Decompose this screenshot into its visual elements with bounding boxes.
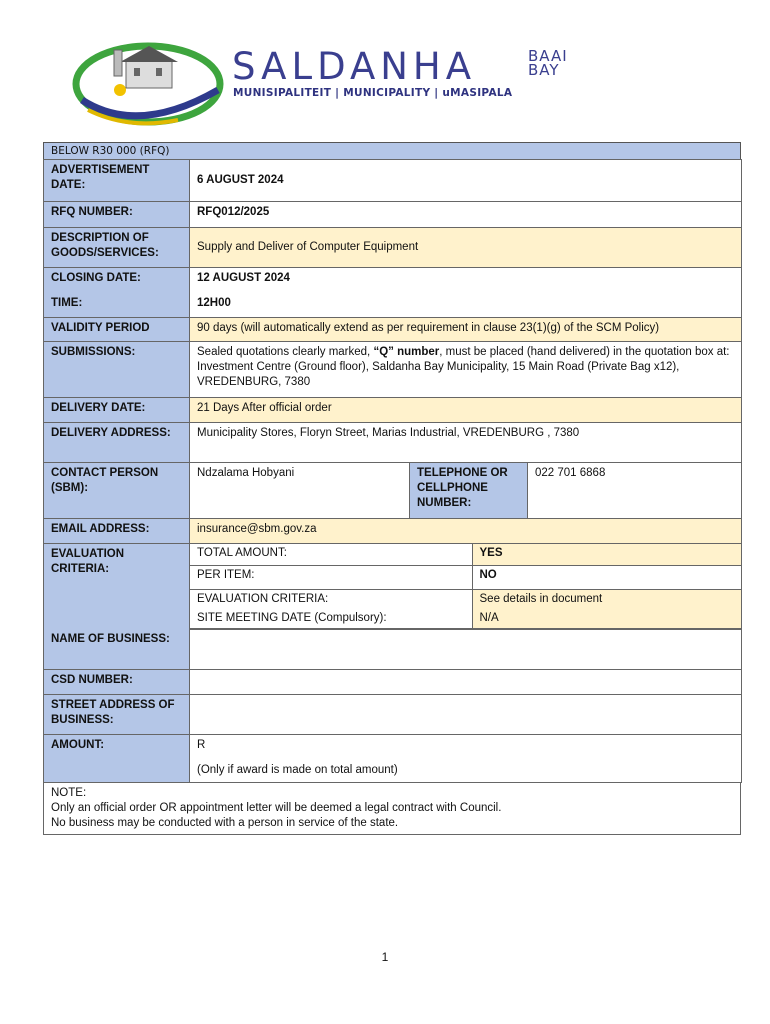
phone-label: TELEPHONE OR CELLPHONE NUMBER: — [410, 463, 528, 519]
eval-per-item-key: PER ITEM: — [190, 565, 472, 589]
validity-label: VALIDITY PERIOD — [44, 318, 190, 342]
phone-value: 022 701 6868 — [528, 463, 742, 519]
eval-criteria-value: See details in document — [472, 589, 741, 609]
evaluation-label: EVALUATION CRITERIA: — [44, 544, 190, 630]
brand-suffix: BAAI BAY — [528, 47, 568, 79]
eval-criteria-key: EVALUATION CRITERIA: — [197, 592, 329, 605]
note-line-1: Only an official order OR appointment letter will be deemed a legal contract with Council. — [51, 801, 502, 814]
note-box — [43, 783, 741, 835]
eval-total-amount-value: YES — [472, 544, 741, 565]
street-address-field[interactable] — [190, 694, 742, 734]
amount-note: (Only if award is made on total amount) — [197, 763, 398, 776]
description-value: Supply and Deliver of Computer Equipment — [190, 228, 742, 268]
delivery-address-value: Municipality Stores, Floryn Street, Marias Industrial, VREDENBURG , 7380 — [190, 423, 742, 463]
email-value: insurance@sbm.gov.za — [190, 519, 742, 544]
form-top-label: BELOW R30 000 (RFQ) — [43, 142, 741, 159]
evaluation-criteria-block — [190, 544, 742, 630]
delivery-address-label: DELIVERY ADDRESS: — [44, 423, 190, 463]
csd-number-label: CSD NUMBER: — [44, 669, 190, 694]
delivery-date-label: DELIVERY DATE: — [44, 398, 190, 423]
amount-field[interactable] — [190, 734, 742, 782]
brand-subtitle: MUNISIPALITEIT | MUNICIPALITY | uMASIPALA — [233, 87, 513, 99]
amount-label: AMOUNT: — [44, 734, 190, 782]
closing-date-label: CLOSING DATE: — [44, 268, 190, 293]
submissions-value: Sealed quotations clearly marked, “Q” number, must be placed (hand delivered) in the quotation box at: Investment Centre (Ground floor), Saldanha Bay Municipality, 15 Main Road (Private Bag x12), VREDENBURG, 7380 — [190, 342, 742, 398]
description-label: DESCRIPTION OF GOODS/SERVICES: — [44, 228, 190, 268]
contact-person-label: CONTACT PERSON (SBM): — [44, 463, 190, 519]
adv-date-value: 6 AUGUST 2024 — [190, 160, 742, 202]
submissions-label: SUBMISSIONS: — [44, 342, 190, 398]
csd-number-field[interactable] — [190, 669, 742, 694]
validity-value: 90 days (will automatically extend as per requirement in clause 23(1)(g) of the SCM Policy) — [190, 318, 742, 342]
eval-per-item-value: NO — [472, 565, 741, 589]
rfq-form — [43, 142, 741, 835]
delivery-date-value: 21 Days After official order — [190, 398, 742, 423]
brand-name: SALDANHA — [232, 45, 477, 88]
note-line-2: No business may be conducted with a person in service of the state. — [51, 816, 399, 829]
time-label: TIME: — [44, 293, 190, 318]
amount-currency: R — [197, 738, 206, 751]
page-number: 1 — [381, 950, 389, 964]
note-title: NOTE: — [51, 786, 87, 799]
adv-date-label: ADVERTISEMENT DATE: — [44, 160, 190, 202]
rfq-table — [43, 159, 742, 783]
time-value: 12H00 — [190, 293, 742, 318]
rfq-number-label: RFQ NUMBER: — [44, 202, 190, 228]
eval-total-amount-key: TOTAL AMOUNT: — [190, 544, 472, 565]
business-name-label: NAME OF BUSINESS: — [44, 629, 190, 669]
street-address-label: STREET ADDRESS OF BUSINESS: — [44, 694, 190, 734]
eval-site-meeting-key: SITE MEETING DATE (Compulsory): — [190, 609, 472, 629]
contact-person-value: Ndzalama Hobyani — [190, 463, 410, 519]
rfq-number-value: RFQ012/2025 — [190, 202, 742, 228]
closing-date-value: 12 AUGUST 2024 — [190, 268, 742, 293]
eval-site-meeting-value: N/A — [472, 609, 741, 629]
email-label: EMAIL ADDRESS: — [44, 519, 190, 544]
business-name-field[interactable] — [190, 629, 742, 669]
